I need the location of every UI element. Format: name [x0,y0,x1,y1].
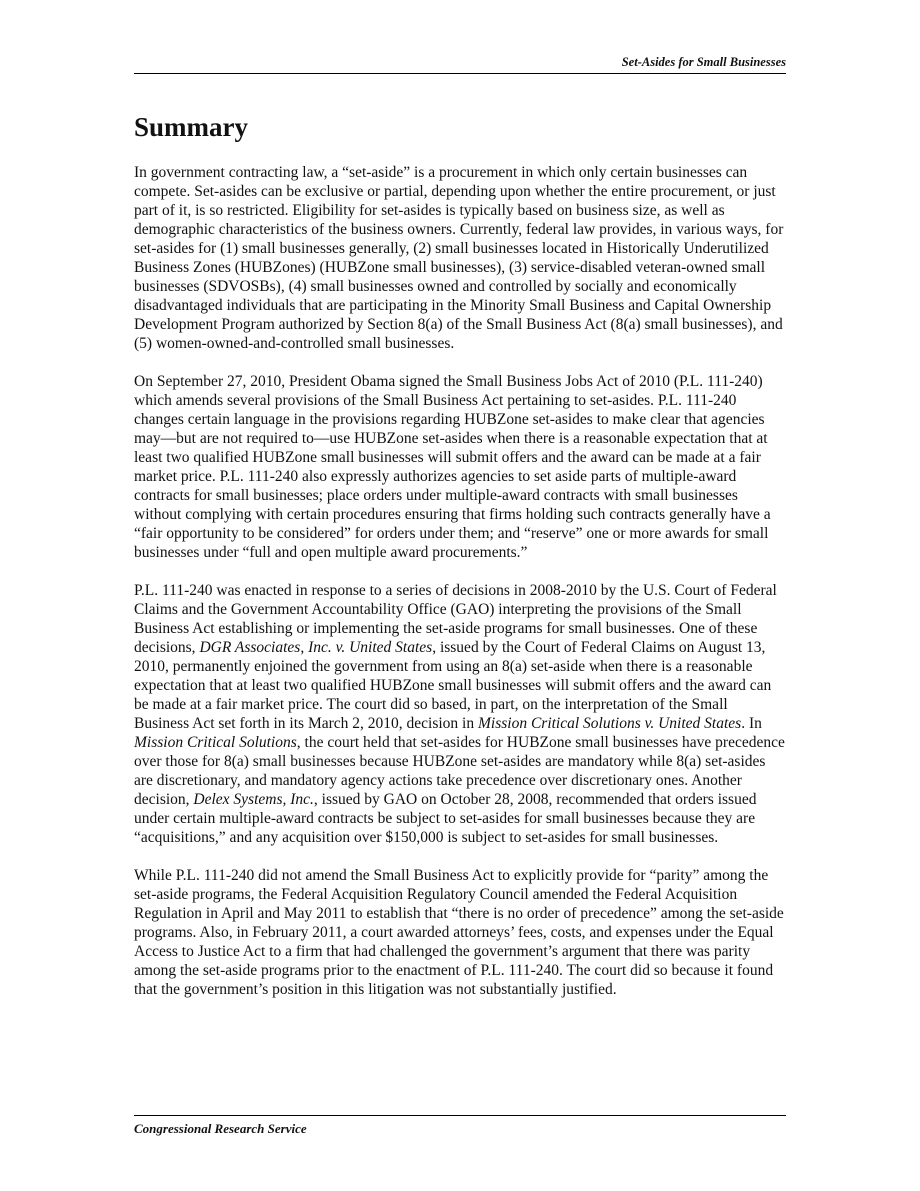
paragraph-3-text-2: , issued by the Court of Federal Claims on August 13, 2010, permanently enjoined the government from using an 8(a) set-aside when there is a reasonable expectation that at least two qualified HUBZone small businesses will submit offers and the award can be made at a fair market price. The court did so based, in part, on the interpretation of the Small Business Act set forth in its March 2, 2010, decision in [134,639,772,732]
header-rule [134,73,786,74]
running-header: Set-Asides for Small Businesses [621,55,786,69]
paragraph-3-text-1: P.L. 111-240 was enacted in response to a series of decisions in 2008-2010 by the U.S. Court of Federal Claims and the Government Accountability Office (GAO) interpreting the provisions of the Small Business Act establishing or implementing the set-aside programs for small businesses. One of these decisions, [134,582,777,656]
paragraph-1: In government contracting law, a “set-aside” is a procurement in which only certain businesses can compete. Set-asides can be exclusive or partial, depending upon whether the entire procurement, or just part of it, is so restricted. Eligibility for set-asides is typically based on business size, as well as demographic characteristics of the business owners. Currently, federal law provides, in various ways, for set-asides for (1) small businesses generally, (2) small businesses located in Historically Underutilized Business Zones (HUBZones) (HUBZone small businesses), (3) service-disabled veteran-owned small businesses (SDVOSBs), (4) small businesses owned and controlled by socially and economically disadvantaged individuals that are participating in the Minority Small Business and Capital Ownership Development Program authorized by Section 8(a) of the Small Business Act (8(a) small businesses), and (5) women-owned-and-controlled small businesses. [134,164,784,352]
case-name-mission-critical: Mission Critical Solutions v. United States [477,715,742,732]
summary-body [134,163,786,1018]
case-name-delex: Delex Systems, Inc. [193,791,314,808]
paragraph-3-text-5: , issued by GAO on October 28, 2008, recommended that orders issued under certain multiple-award contracts be subject to set-asides for small businesses because they are “acquisitions,” and any acquisition over $150,000 is subject to set-asides for small businesses. [134,791,757,846]
case-name-mission-critical-short: Mission Critical Solutions [134,734,297,751]
paragraph-2: On September 27, 2010, President Obama signed the Small Business Jobs Act of 2010 (P.L. 111-240) which amends several provisions of the Small Business Act pertaining to set-asides. P.L. 111-240 changes certain language in the provisions regarding HUBZone set-asides to make clear that agencies may—but are not required to—use HUBZone set-asides when there is a reasonable expectation that at least two qualified HUBZone small businesses will submit offers and the award can be made at a fair market price. P.L. 111-240 also expressly authorizes agencies to set aside parts of multiple-award contracts for small businesses; place orders under multiple-award contracts with small businesses without complying with certain procedures ensuring that firms holding such contracts generally have a “fair opportunity to be considered” for orders under them; and “reserve” one or more awards for small businesses under “full and open multiple award procurements.” [134,373,771,561]
paragraph-3 [134,581,786,847]
page-title: Summary [134,112,248,142]
paragraph-4: While P.L. 111-240 did not amend the Small Business Act to explicitly provide for “parity” among the set-aside programs, the Federal Acquisition Regulatory Council amended the Federal Acquisition Regulation in April and May 2011 to establish that “there is no order of precedence” among the set-aside programs. Also, in February 2011, a court awarded attorneys’ fees, costs, and expenses under the Equal Access to Justice Act to a firm that had challenged the government’s argument that there was parity among the set-aside programs prior to the enactment of P.L. 111-240. The court did so because it found that the government’s position in this litigation was not substantially justified. [134,867,784,998]
footer-organization: Congressional Research Service [134,1121,307,1136]
footer-rule [134,1115,786,1116]
paragraph-3-text-3: . In [741,715,762,732]
case-name-dgr: DGR Associates, Inc. v. United States [199,639,433,656]
paragraph-3-text-4: , the court held that set-asides for HUBZone small businesses have precedence over those for 8(a) small businesses because HUBZone set-asides are mandatory while 8(a) set-asides are discretionary, and mandatory agency actions take precedence over discretionary ones. Another decision, [134,734,785,808]
